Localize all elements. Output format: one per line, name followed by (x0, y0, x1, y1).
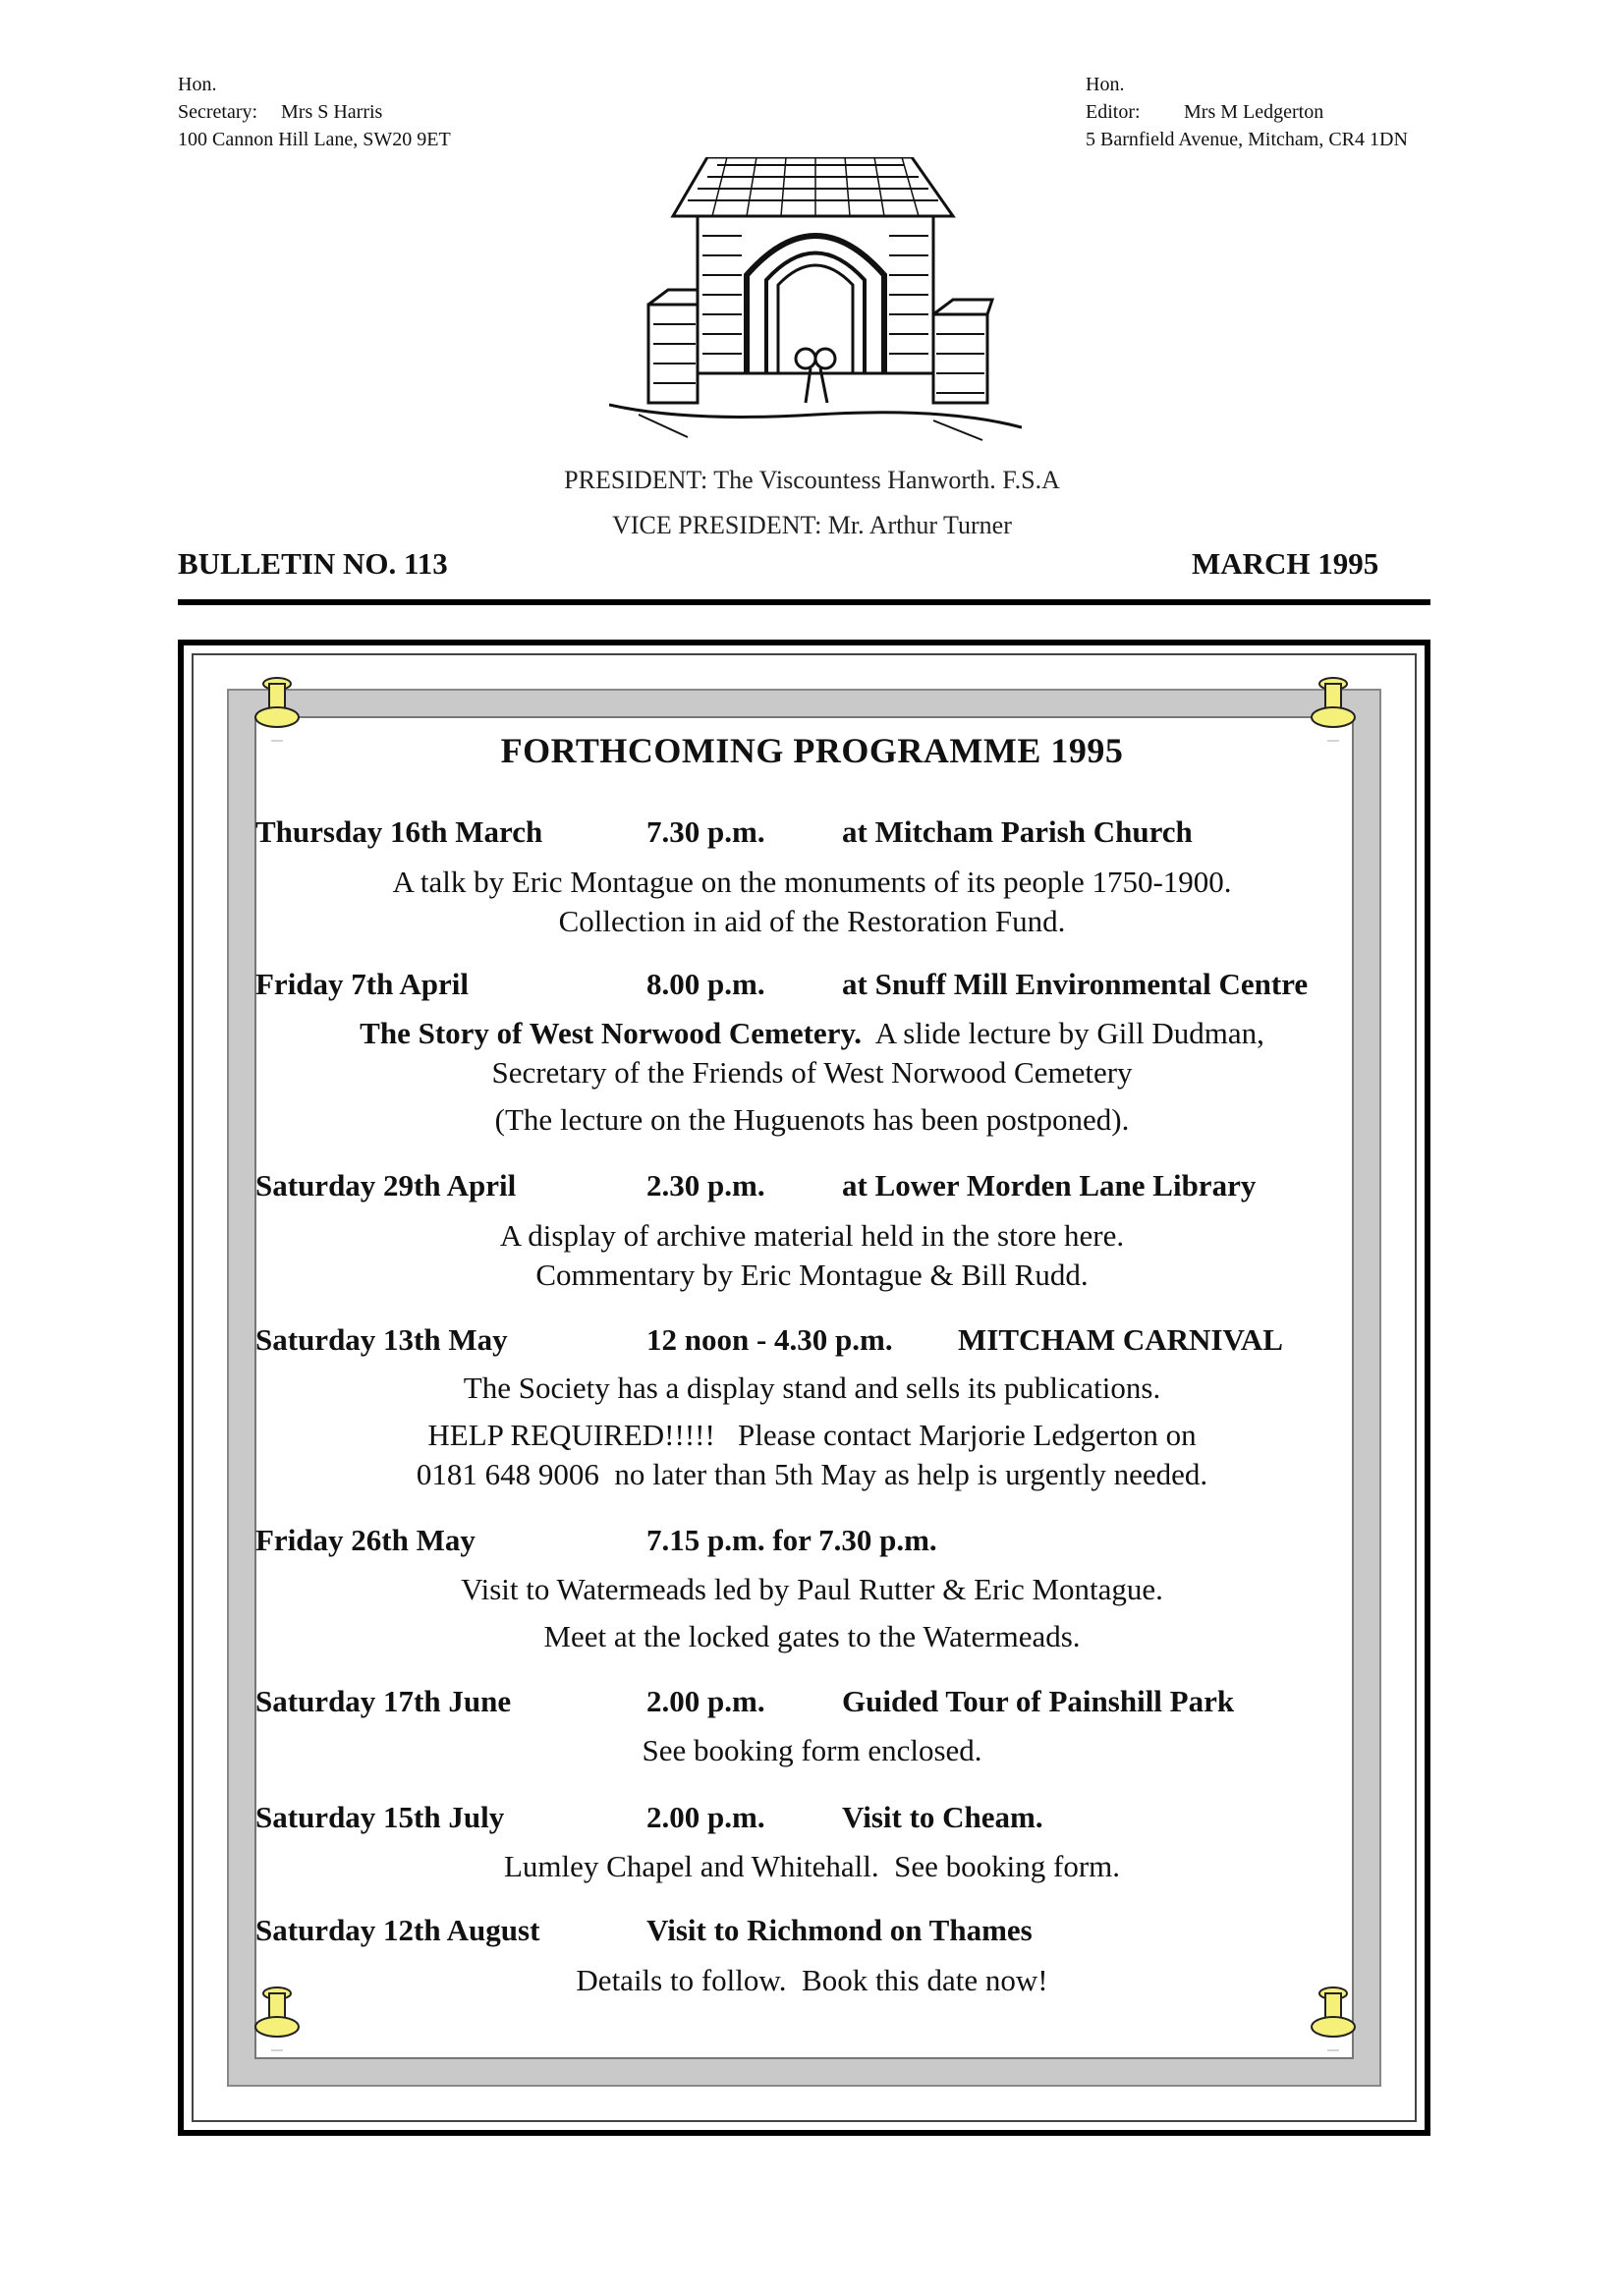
event-time: 8.00 p.m. (646, 967, 765, 1001)
event-place: Guided Tour of Painshill Park (842, 1684, 1235, 1718)
event-place: at Snuff Mill Environmental Centre (842, 967, 1309, 1001)
event-detail: HELP REQUIRED!!!!! Please contact Marjorie Ledgerton on (427, 1418, 1197, 1452)
event-time: 2.00 p.m. (646, 1800, 765, 1834)
secretary-name: Mrs S Harris (281, 101, 383, 123)
event-detail: Commentary by Eric Montague & Bill Rudd. (535, 1258, 1089, 1292)
event-place: Visit to Cheam. (842, 1800, 1043, 1834)
event-place: at Lower Morden Lane Library (842, 1168, 1257, 1203)
event-date: Friday 7th April (255, 967, 470, 1001)
event-detail: Lumley Chapel and Whitehall. See booking form. (503, 1849, 1121, 1883)
event-detail: A talk by Eric Montague on the monuments of its people 1750-1900. (392, 865, 1232, 899)
editor-address: 5 Barnfield Avenue, Mitcham, CR4 1DN (1086, 129, 1408, 150)
event-detail: The Society has a display stand and sells its publications. (463, 1371, 1161, 1405)
president-line: PRESIDENT: The Viscountess Hanworth. F.S.A (564, 466, 1060, 494)
secretary-label: Hon. Secretary: (178, 74, 258, 123)
event-time: 2.30 p.m. (646, 1168, 765, 1203)
secretary-contact (178, 71, 451, 153)
event-detail: A display of archive material held in the store here. (499, 1218, 1125, 1253)
event-date: Saturday 13th May (255, 1322, 508, 1357)
event-date: Saturday 17th June (255, 1684, 512, 1718)
event-detail: (The lecture on the Huguenots has been postponed). (494, 1102, 1130, 1137)
lychgate-drawing-icon (609, 157, 1022, 442)
header-divider (178, 599, 1430, 605)
secretary-address: 100 Cannon Hill Lane, SW20 9ET (178, 129, 451, 150)
event-date: Thursday 16th March (255, 814, 543, 849)
event-time: Visit to Richmond on Thames (646, 1913, 1033, 1947)
event-time: 12 noon - 4.30 p.m. (646, 1322, 893, 1357)
editor-label: Hon. Editor: (1086, 74, 1141, 123)
event-detail: Details to follow. Book this date now! (576, 1963, 1048, 1997)
bulletin-date: MARCH 1995 (1192, 546, 1379, 581)
editor-contact (1086, 71, 1408, 153)
event-detail: See booking form enclosed. (642, 1733, 982, 1767)
event-date: Saturday 12th August (255, 1913, 540, 1947)
bulletin-number: BULLETIN NO. 113 (178, 546, 448, 581)
event-detail (0, 1016, 1624, 1051)
event-detail: Visit to Watermeads led by Paul Rutter & Eric Montague. (461, 1572, 1163, 1606)
programme-title: FORTHCOMING PROGRAMME 1995 (500, 731, 1124, 770)
event-detail: Secretary of the Friends of West Norwood Cemetery (491, 1055, 1133, 1090)
event-time: 7.15 p.m. for 7.30 p.m. (646, 1523, 937, 1557)
event-date: Saturday 29th April (255, 1168, 517, 1203)
editor-name: Mrs M Ledgerton (1184, 101, 1324, 123)
event-time: 7.30 p.m. (646, 814, 765, 849)
event-detail: Collection in aid of the Restoration Fund. (558, 904, 1066, 938)
event-time: 2.00 p.m. (646, 1684, 765, 1718)
event-place: at Mitcham Parish Church (842, 814, 1193, 849)
event-date: Saturday 15th July (255, 1800, 505, 1834)
event-title: The Story of West Norwood Cemetery. (360, 1016, 862, 1050)
event-detail: Meet at the locked gates to the Watermeads. (543, 1619, 1081, 1653)
event-place: MITCHAM CARNIVAL (958, 1322, 1283, 1357)
event-detail: 0181 648 9006 no later than 5th May as help is urgently needed. (416, 1457, 1208, 1491)
event-detail-rest: A slide lecture by Gill Dudman, (862, 1016, 1264, 1050)
vice-president-line: VICE PRESIDENT: Mr. Arthur Turner (612, 511, 1012, 539)
event-date: Friday 26th May (255, 1523, 476, 1557)
